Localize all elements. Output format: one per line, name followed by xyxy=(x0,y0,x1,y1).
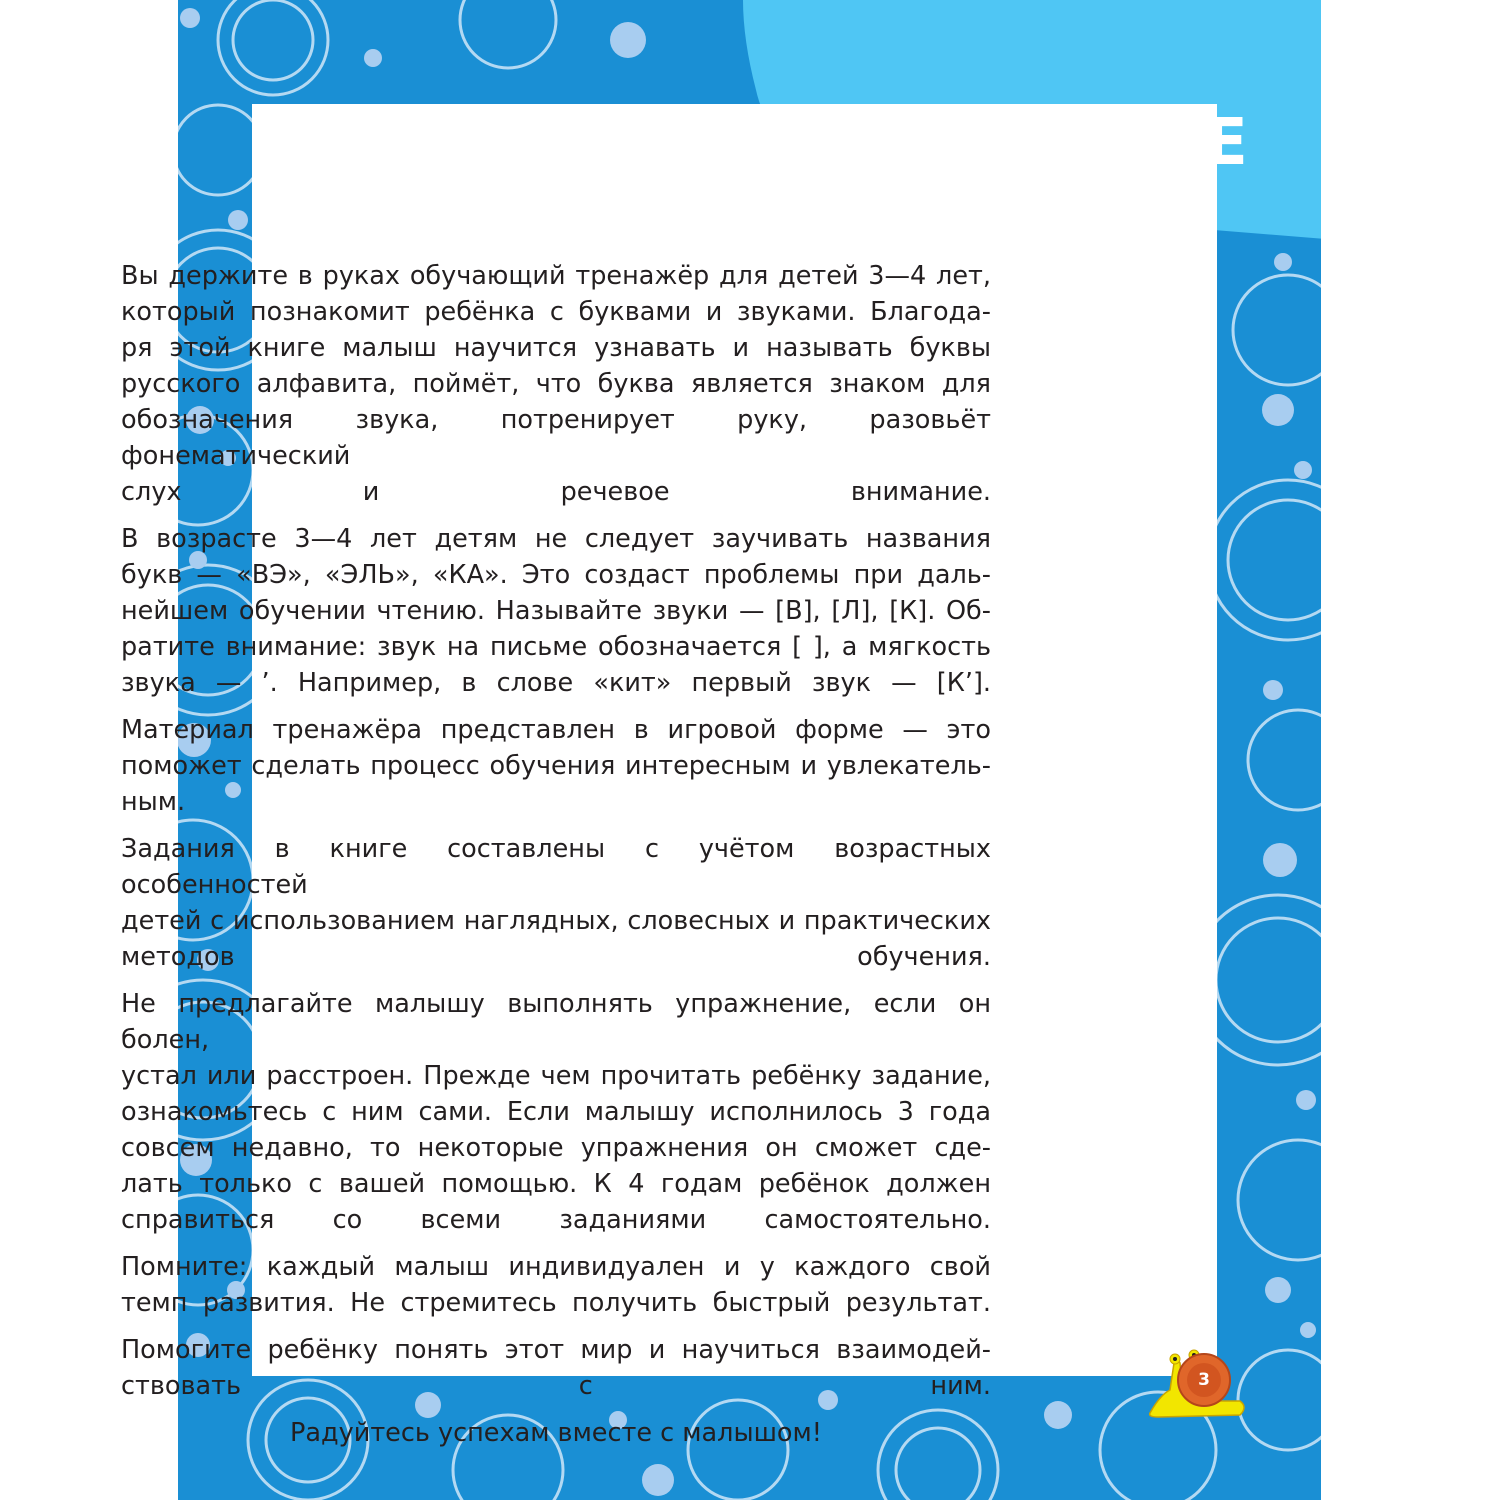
intro-text xyxy=(121,258,991,1462)
paragraph-4: Задания в книге составлены с учётом возрастных особенностей детей с использованием наглядных, словесных и практических методов обучения. xyxy=(121,834,991,972)
paragraph-3: Материал тренажёра представлен в игровой форме — это поможет сделать процесс обучения интересным и увлекатель- ным. xyxy=(121,715,991,817)
paragraph-1: Вы держите в руках обучающий тренажёр для детей 3—4 лет, который познакомит ребёнка с буквами и звуками. Благода- ря этой книге малыш научится узнавать и называть буквы русского алфавита, поймёт, что буква является знаком для обозначения звука, потренирует руку, разовьёт фонематический слух и речевое внимание. xyxy=(121,261,991,507)
page-title: ВВЕДЕНИЕ xyxy=(848,106,1249,180)
page-number: 3 xyxy=(1198,1370,1210,1390)
paragraph-6: Помните: каждый малыш индивидуален и у каждого свой темп развития. Не стремитесь получить быстрый результат. xyxy=(121,1252,991,1318)
paragraph-7: Помогите ребёнку понять этот мир и научиться взаимодей- ствовать с ним. xyxy=(121,1335,991,1401)
paragraph-2: В возрасте 3—4 лет детям не следует заучивать названия букв — «ВЭ», «ЭЛЬ», «КА». Это создаст проблемы при даль- нейшем обучении чтению. Называйте звуки — [В], [Л], [К]. Об- ратите внимание: звук на письме обозначается [ ], а мягкость звука — ’. Например, в слове «кит» первый звук — [К’]. xyxy=(121,524,991,698)
closing-line: Радуйтесь успехам вместе с малышом! xyxy=(290,1418,822,1448)
paragraph-5: Не предлагайте малышу выполнять упражнение, если он болен, устал или расстроен. Прежде чем прочитать ребёнку задание, ознакомьтесь с ним сами. Если малышу исполнилось 3 года совсем недавно, то некоторые упражнения он сможет сде- лать только с вашей помощью. К 4 годам ребёнок должен справиться со всеми заданиями самостоятельно. xyxy=(121,989,991,1235)
